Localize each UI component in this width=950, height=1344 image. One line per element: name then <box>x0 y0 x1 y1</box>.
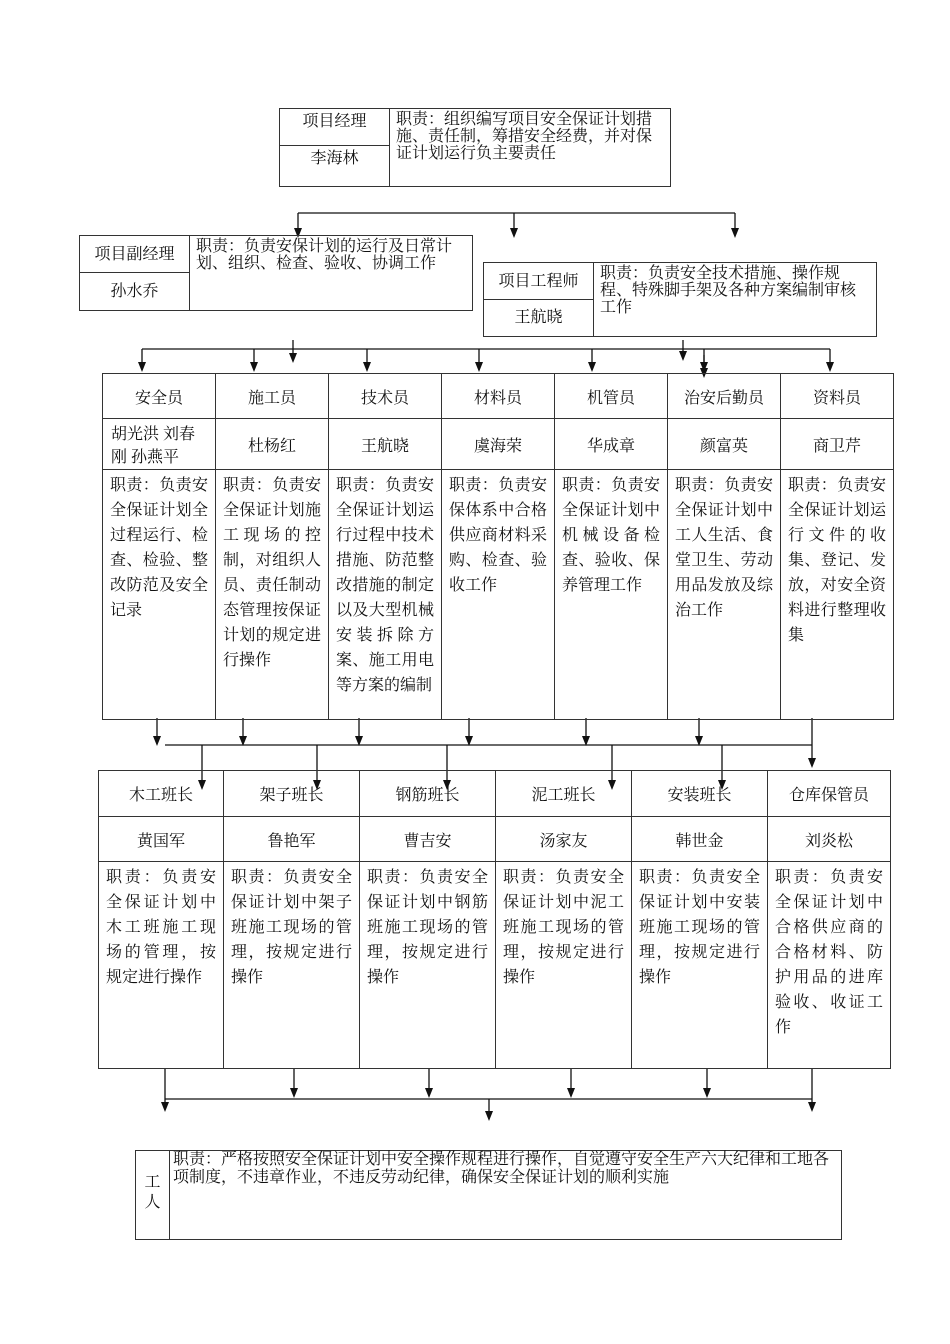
arrow-head <box>731 228 739 238</box>
staff-title-2: 技术员 <box>329 374 442 419</box>
arrow-head <box>363 362 371 372</box>
deputy-name: 孙水乔 <box>80 273 190 310</box>
leaders-title-5: 仓库保管员 <box>768 771 891 817</box>
deputy-title: 项目副经理 <box>80 236 190 273</box>
leaders-name-5: 刘炎松 <box>768 817 891 862</box>
leaders-name-3: 汤家友 <box>496 817 632 862</box>
staff-title-6: 资料员 <box>781 374 894 419</box>
arrow-head <box>289 353 297 363</box>
leaders-title-2: 钢筋班长 <box>360 771 496 817</box>
staff-duty-1: 职责：负责安全保证计划施工现场的控制，对组织人员、责任制动态管理按保证计划的规定进行操作 <box>216 470 329 720</box>
leaders-title-4: 安装班长 <box>632 771 768 817</box>
manager-box <box>279 108 671 187</box>
leaders-duty-5: 职责：负责安全保证计划中合格供应商的合格材料、防护用品的进库验收、收证工作 <box>768 862 891 1069</box>
staff-name-2: 王航晓 <box>329 419 442 470</box>
staff-title-4: 机管员 <box>555 374 668 419</box>
arrow-head <box>679 351 687 361</box>
staff-title-1: 施工员 <box>216 374 329 419</box>
staff-name-0: 胡光洪 刘春刚 孙燕平 <box>103 419 216 470</box>
staff-title-0: 安全员 <box>103 374 216 419</box>
arrow-head <box>588 362 596 372</box>
leaders-title-0: 木工班长 <box>99 771 224 817</box>
leaders-title-3: 泥工班长 <box>496 771 632 817</box>
manager-duty: 职责：组织编写项目安全保证计划措施、责任制，筹措安全经费，并对保证计划运行负主要责任 <box>396 111 653 162</box>
staff-name-5: 颜富英 <box>668 419 781 470</box>
arrow-head <box>138 362 146 372</box>
arrow-head <box>567 1088 575 1098</box>
workers-title: 工人 <box>136 1151 170 1239</box>
engineer-box <box>483 262 877 337</box>
arrow-head <box>153 736 161 746</box>
leaders-duty-1: 职责：负责安全保证计划中架子班施工现场的管理，按规定进行操作 <box>224 862 360 1069</box>
leaders-name-2: 曹吉安 <box>360 817 496 862</box>
staff-title-5: 治安后勤员 <box>668 374 781 419</box>
leaders-title-1: 架子班长 <box>224 771 360 817</box>
staff-name-3: 虞海荣 <box>442 419 555 470</box>
staff-duty-6: 职责：负责安全保证计划运行文件的收集、登记、发放，对安全资料进行整理收集 <box>781 470 894 720</box>
leaders-name-0: 黄国军 <box>99 817 224 862</box>
leaders-duty-2: 职责：负责安全保证计划中钢筋班施工现场的管理，按规定进行操作 <box>360 862 496 1069</box>
arrow-head <box>808 1102 816 1112</box>
leaders-name-1: 鲁艳军 <box>224 817 360 862</box>
engineer-duty: 职责：负责安全技术措施、操作规程、特殊脚手架及各种方案编制审核工作 <box>600 265 857 316</box>
engineer-name: 王航晓 <box>484 300 594 336</box>
staff-name-1: 杜杨红 <box>216 419 329 470</box>
arrow-head <box>510 228 518 238</box>
staff-duty-4: 职责：负责安全保证计划中机械设备检查、验收、保养管理工作 <box>555 470 668 720</box>
manager-title: 项目经理 <box>280 109 390 146</box>
leaders-duty-4: 职责：负责安全保证计划中安装班施工现场的管理，按规定进行操作 <box>632 862 768 1069</box>
workers-duty: 职责：严格按照安全保证计划中安全操作规程进行操作，自觉遵守安全生产六大纪律和工地各项制度，不违章作业，不违反劳动纪律，确保安全保证计划的顺利实施 <box>173 1151 830 1186</box>
arrow-head <box>161 1102 169 1112</box>
staff-title-3: 材料员 <box>442 374 555 419</box>
arrow-head <box>808 758 816 768</box>
staff-duty-5: 职责：负责安全保证计划中工人生活、食堂卫生、劳动用品发放及综治工作 <box>668 470 781 720</box>
staff-name-4: 华成章 <box>555 419 668 470</box>
leaders-table <box>98 770 891 1069</box>
deputy-duty: 职责：负责安保计划的运行及日常计划、组织、检查、验收、协调工作 <box>196 238 453 272</box>
leaders-name-4: 韩世金 <box>632 817 768 862</box>
staff-duty-2: 职责：负责安全保证计划运行过程中技术措施、防范整改措施的制定以及大型机械安装拆除方案、施工用电等方案的编制 <box>329 470 442 720</box>
engineer-title: 项目工程师 <box>484 263 594 300</box>
arrow-head <box>475 362 483 372</box>
manager-name: 李海林 <box>280 146 390 186</box>
staff-table <box>102 373 894 720</box>
leaders-duty-0: 职责：负责安全保证计划中木工班施工现场的管理，按规定进行操作 <box>99 862 224 1069</box>
arrow-head <box>485 1111 493 1121</box>
arrow-head <box>826 362 834 372</box>
arrow-head <box>425 1088 433 1098</box>
staff-name-6: 商卫芹 <box>781 419 894 470</box>
staff-duty-0: 职责：负责安全保证计划全过程运行、检查、检验、整改防范及安全记录 <box>103 470 216 720</box>
deputy-box <box>79 235 473 311</box>
arrow-head <box>250 362 258 372</box>
workers-box <box>135 1150 842 1240</box>
leaders-duty-3: 职责：负责安全保证计划中泥工班施工现场的管理，按规定进行操作 <box>496 862 632 1069</box>
arrow-head <box>290 1088 298 1098</box>
arrow-head <box>703 1088 711 1098</box>
staff-duty-3: 职责：负责安保体系中合格供应商材料采购、检查、验收工作 <box>442 470 555 720</box>
